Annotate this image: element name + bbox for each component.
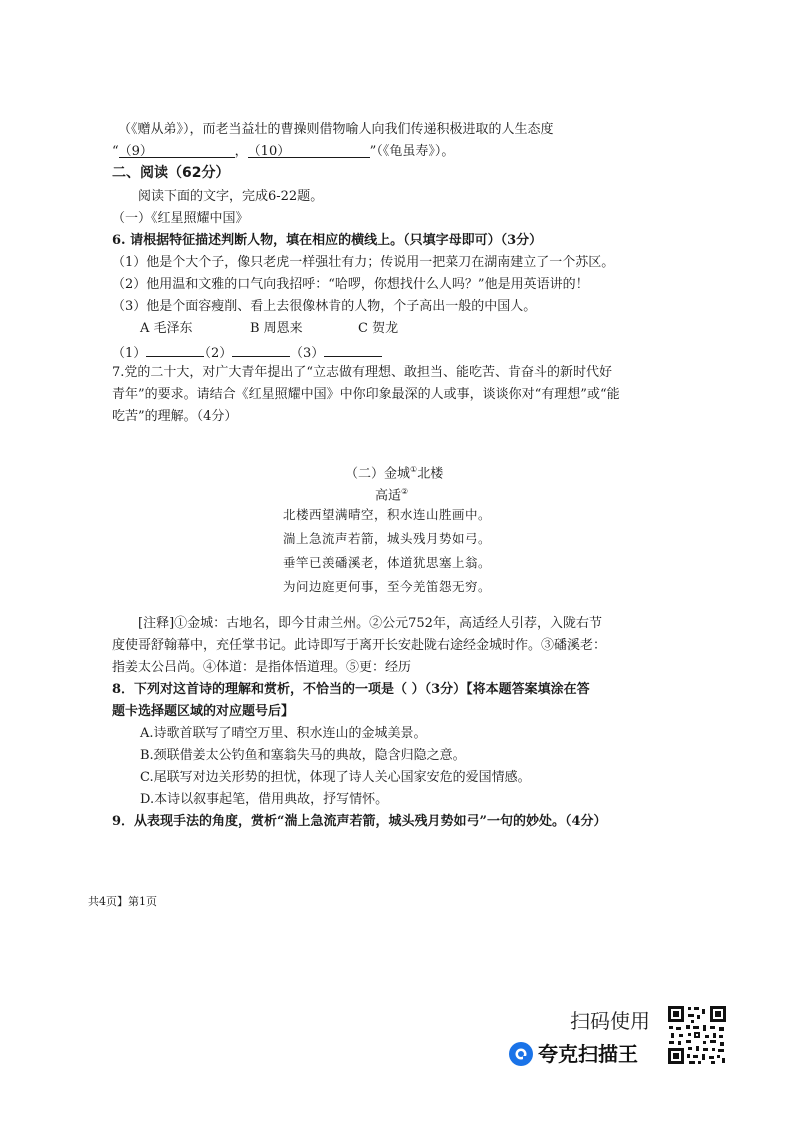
answer-blank-2 [232,342,290,357]
q8-option-c: C.尾联写对边关形势的担忧，体现了诗人关心国家安危的爱国情感。 [140,770,531,785]
q8-option-b: B.颈联借姜太公钓鱼和塞翁失马的典故，隐含归隐之意。 [140,748,466,763]
poem-line-1: 北楼西望满晴空，积水连山胜画中。 [283,507,492,522]
q8-option-d: D.本诗以叙事起笔，借用典故，抒写情怀。 [140,792,389,807]
q6-answer-3: （3） [290,342,382,363]
quark-logo-icon [509,1042,533,1066]
notes-line-3: 指姜太公吕尚。④体道：是指体悟道理。⑤更：经历 [112,660,412,675]
poem-title: （二）金城①北楼 [345,465,444,482]
question-6: 6. 请根据特征描述判断人物，填在相应的横线上。（只填字母即可）（3分） [112,233,543,248]
blank-9: （9） [119,143,235,158]
question-7-line-3: 吃苦”的理解。（4分） [112,409,238,424]
notes-line-2: 度使哥舒翰幕中，充任掌书记。此诗即写于离开长安赴陇右途经金城时作。③磻溪老： [112,638,607,653]
blank-10: （10） [248,143,370,158]
intro-line-2 [112,143,454,161]
brand-name: 夸克扫描王 [538,1042,638,1066]
q6-item-1: （1）他是个大个子，像只老虎一样强壮有力；传说用一把菜刀在湖南建立了一个苏区。 [112,255,615,270]
q6-item-3: （3）他是个面容瘦削、看上去很像林肯的人物，个子高出一般的中国人。 [112,299,537,314]
question-8-line-2: 题卡选择题区域的对应题号后】 [112,704,295,719]
q6-item-2: （2）他用温和文雅的口气向我招呼：“哈啰，你想找什么人吗？”他是用英语讲的！ [112,277,589,292]
quote-close: ”（《龟虽寿》）。 [369,144,455,159]
q6-option-b: B 周恩来 [250,321,303,336]
question-7-line-1: 7.党的二十大，对广大青年提出了“立志做有理想、敢担当、能吃苦、肯奋斗的新时代好 [112,365,613,380]
q6-answer-1: （1） [112,342,204,363]
q8-option-a: A.诗歌首联写了晴空万里、积水连山的金城美景。 [140,726,427,741]
intro-line-1: （《赠从弟》），而老当益壮的曹操则借物喻人向我们传递积极进取的人生态度 [118,122,554,137]
section-2-title: 二、阅读（62分） [112,165,230,181]
poem-line-4: 为问边庭更何事，至今羌笛怨无穷。 [283,579,492,594]
question-7-line-2: 青年”的要求。请结合《红星照耀中国》中你印象最深的人或事，谈谈你对“有理想”或“能 [112,387,620,402]
note-marker-1: ① [410,465,418,474]
q6-option-a: A 毛泽东 [140,321,193,336]
answer-blank-1 [146,342,204,357]
question-8-line-1: 8．下列对这首诗的理解和赏析，不恰当的一项是（ ）（3分）【将本题答案填涂在答 [112,682,590,697]
q6-option-c: C 贺龙 [358,321,399,336]
part-1-title: （一）《红星照耀中国》 [112,211,249,226]
section-2-instruction: 阅读下面的文字，完成6-22题。 [138,189,324,204]
question-9: 9．从表现手法的角度，赏析“湍上急流声若箭，城头残月势如弓”一句的妙处。（4分） [112,814,607,829]
poem-line-2: 湍上急流声若箭，城头残月势如弓。 [283,531,492,546]
poem-line-3: 垂竿已羡磻溪老，体道犹思塞上翁。 [283,555,492,570]
scan-prompt: 扫码使用 [570,1009,650,1033]
poem-author: 高适② [375,487,409,504]
comma: ， [234,144,248,159]
page-footer: 共4页】第1页 [88,895,157,908]
qr-code [667,1005,727,1065]
answer-blank-3 [324,342,382,357]
notes-line-1: [注释]①金城：古地名，即今甘肃兰州。②公元752年，高适经人引荐，入陇右节 [138,616,602,631]
q6-answer-2: （2） [198,342,290,363]
quote-open: “ [112,144,119,159]
note-marker-2: ② [401,487,409,496]
